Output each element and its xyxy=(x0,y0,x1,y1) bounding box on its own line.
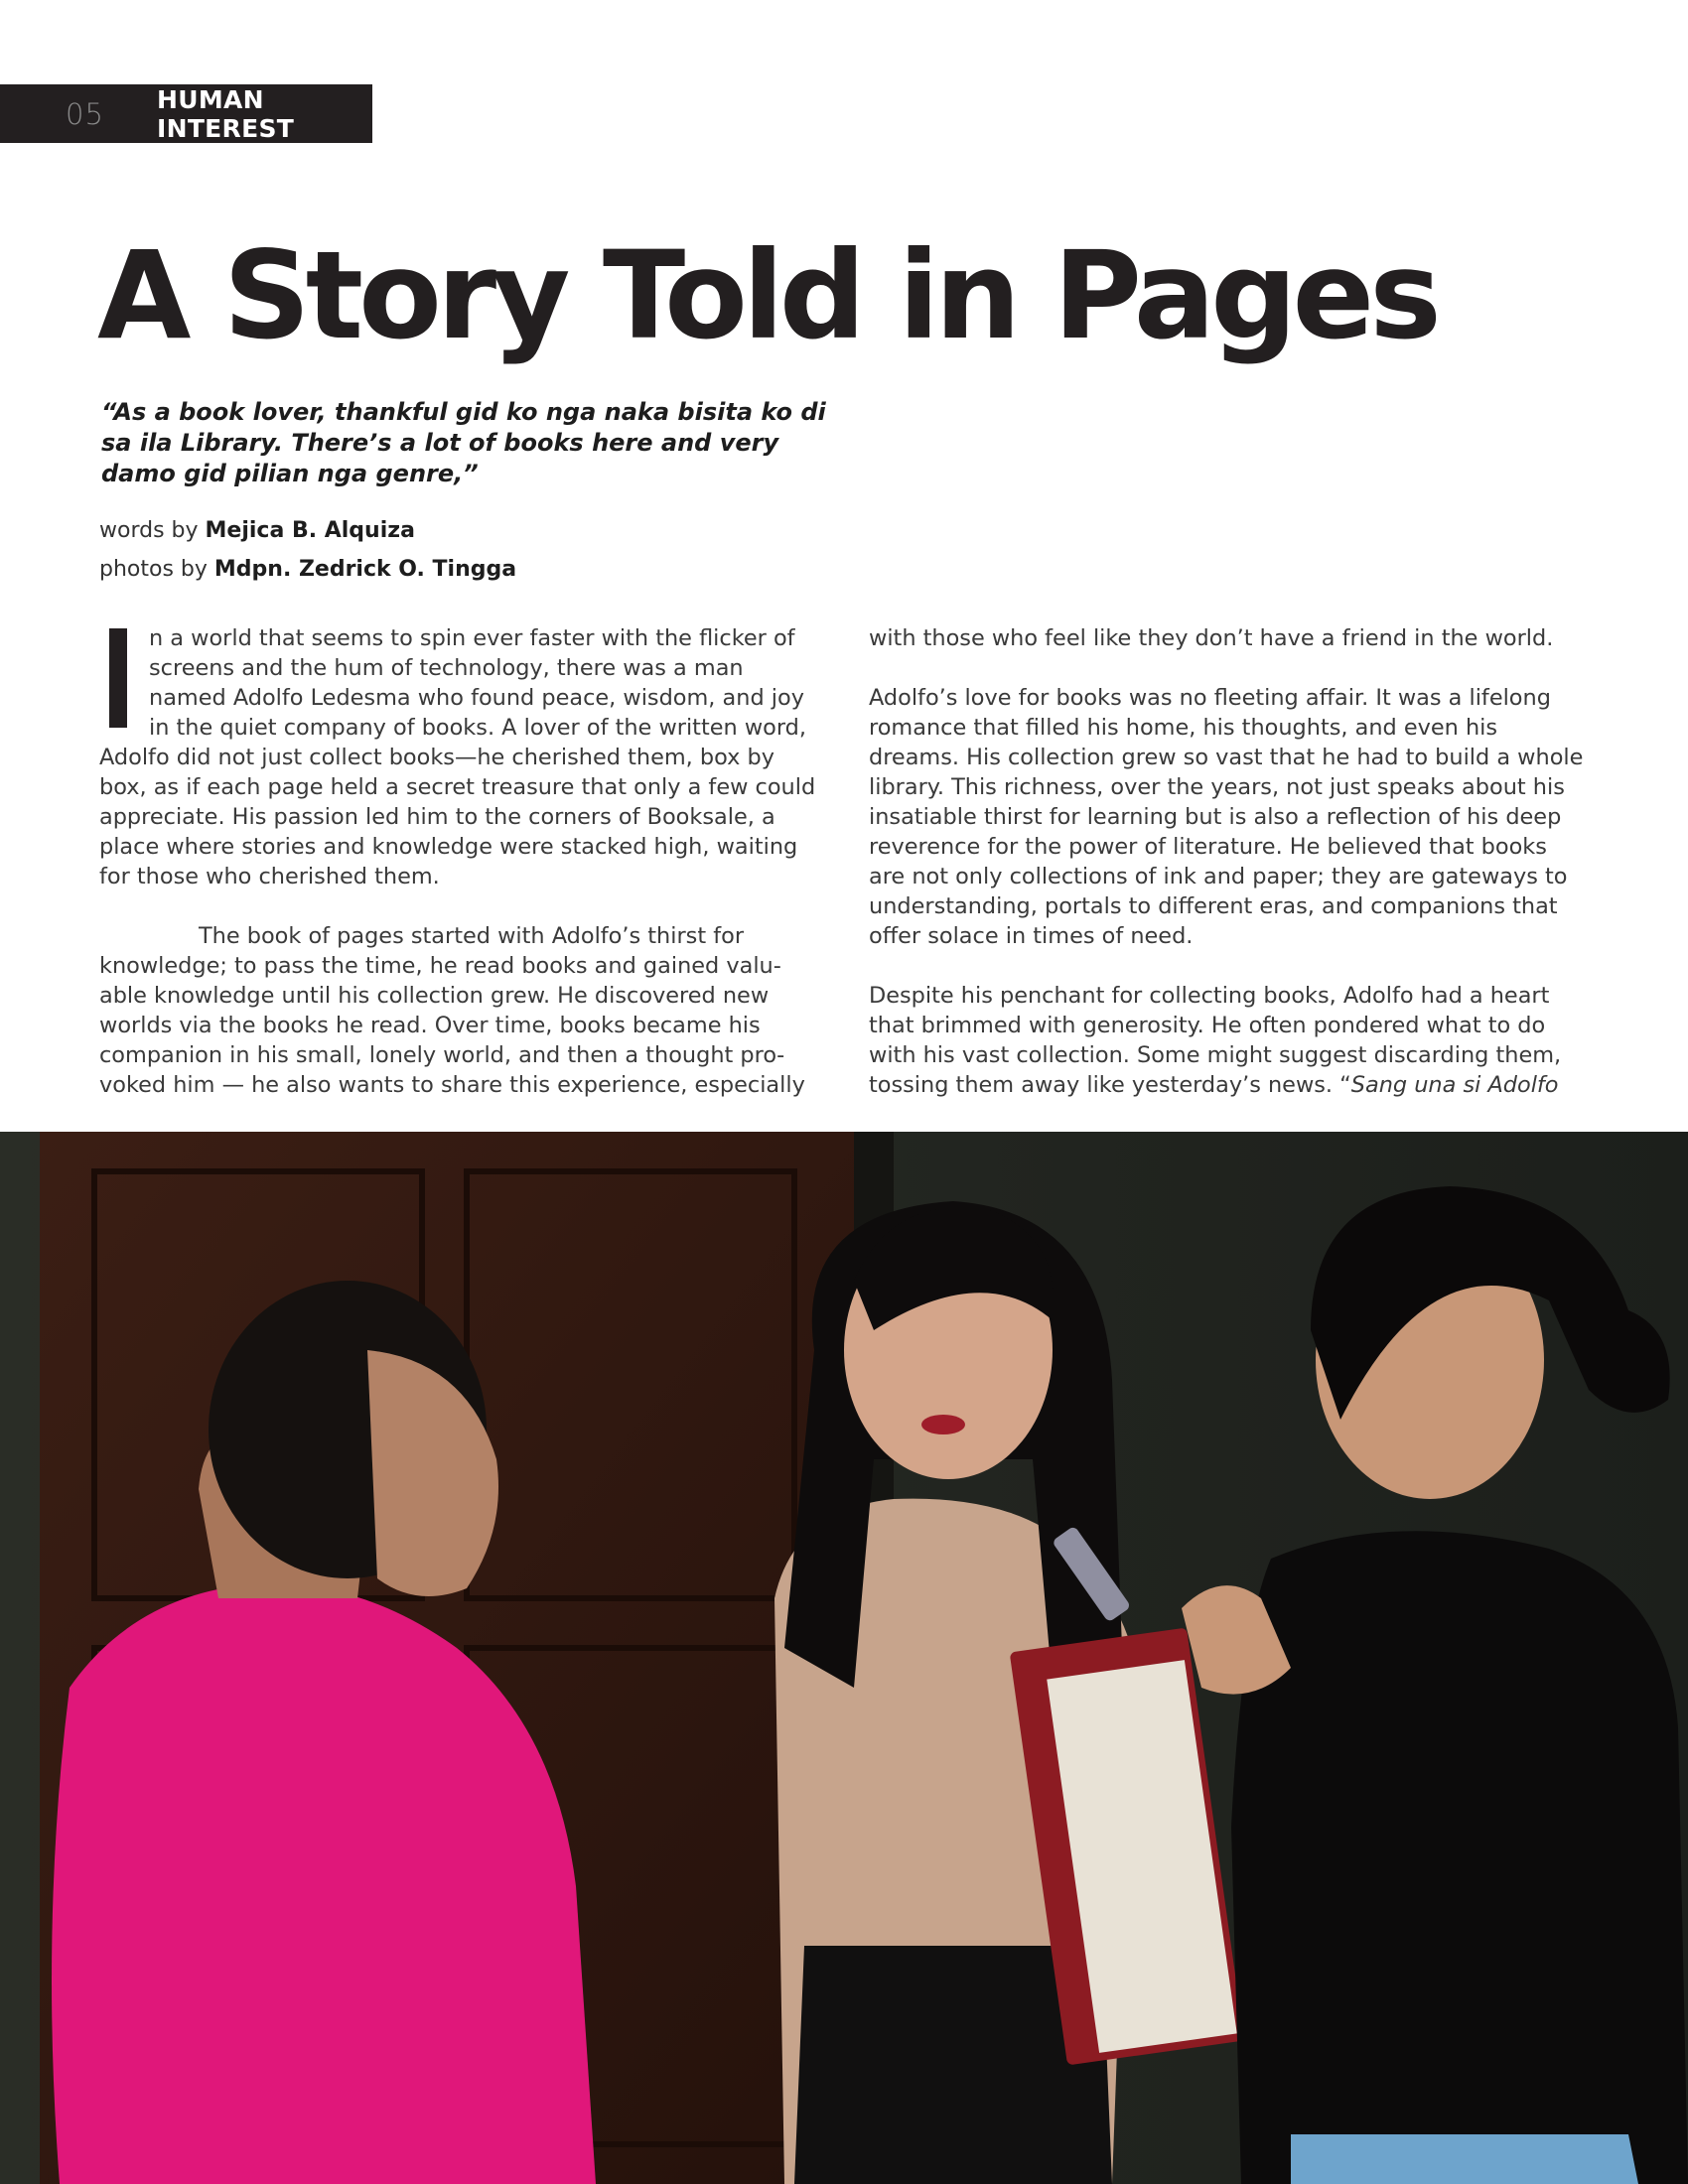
section-header-bar xyxy=(0,84,372,143)
author-name: Mejica B. Alquiza xyxy=(205,518,415,543)
section-label: HUMAN INTEREST xyxy=(157,84,295,143)
body-paragraph: Adolfo’s love for books was no fleeting affair. It was a lifelong romance that filled his home, his thoughts, and even his dreams. His collection grew so vast that he had to build a whole library. This richness, over the years, not just speaks about his insatiable thirst for learning but is also a reflection of his deep reverence for the power of literature. He believed that books are not only collections of ink and paper; they are gateways to understanding, portals to different eras, and companions that offer solace in times of need. xyxy=(869,685,1584,949)
words-by-label: words by xyxy=(99,518,206,543)
photos-by-label: photos by xyxy=(99,557,214,582)
drop-cap-i xyxy=(109,628,127,728)
body-paragraph xyxy=(869,981,1589,1100)
pull-quote: “As a book lover, thankful gid ko nga naka bisita ko di sa ila Library. There’s a lot of books here and very damo gid pilian nga genre,” xyxy=(101,398,826,487)
page-number: 05 xyxy=(66,96,104,131)
photographer-name: Mdpn. Zedrick O. Tingga xyxy=(213,557,517,582)
body-paragraph: The book of pages started with Adolfo’s thirst for knowledge; to pass the time, he read books and gained valuable knowledge until his collection grew. He discovered new worlds via the books he read. Over time, books became his companion in his small, lonely world, and then a thought provoked him — he also wants to share this experience, especially xyxy=(99,923,805,1098)
article-title: A Story Told in Pages xyxy=(97,225,1437,366)
feature-photo xyxy=(0,1132,1688,2184)
body-column-left xyxy=(99,623,819,1100)
author-credit xyxy=(99,518,415,543)
body-column-right xyxy=(869,623,1589,1100)
body-paragraph xyxy=(99,623,819,891)
photo-credit xyxy=(99,557,516,582)
paragraph-text: n a world that seems to spin ever faster with the flicker of screens and the hum of technology, there was a man named Adolfo Ledesma who found peace, wisdom, and joy in the quiet company of books. A lover of the written word, Adolfo did not just collect books—he cherished them, box by box, as if each page held a secret treasure that only a few could appreciate. His passion led him to the corners of Booksale, a place where stories and knowledge were stacked high, waiting for those who cherished them. xyxy=(99,625,816,889)
paragraph-text: Despite his penchant for collecting books, Adolfo had a heart that brimmed with generosity. He often pondered what to do with his vast collection. Some might suggest discarding them, tossing them away like yesterday’s news. “ xyxy=(869,983,1562,1098)
body-paragraph: with those who feel like they don’t have a friend in the world. xyxy=(869,625,1554,651)
italic-quote-start: Sang una si Adolfo xyxy=(1350,1072,1559,1098)
